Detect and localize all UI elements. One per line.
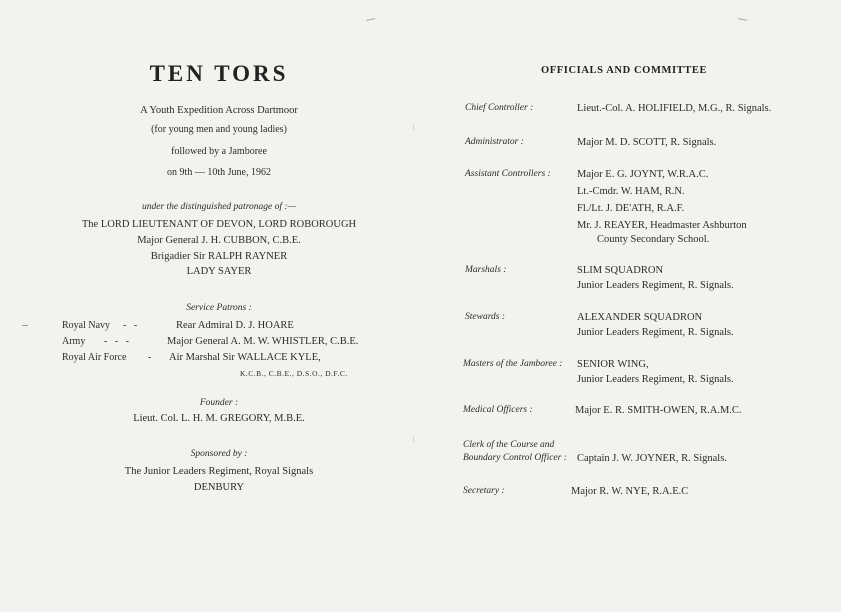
kyle-honours: K.C.B., C.B.E., D.S.O., D.F.C. [240, 369, 348, 378]
service-patron-navy: Rear Admiral D. J. HOARE [176, 320, 294, 331]
service-patron-army: Major General A. M. W. WHISTLER, C.B.E. [167, 336, 359, 347]
service-raf: Royal Air Force [62, 352, 127, 363]
official-name: ALEXANDER SQUADRON [577, 312, 703, 323]
patron-4: LADY SAYER [186, 266, 252, 277]
service-dashes: - - [123, 320, 138, 331]
subtitle-line-2: (for young men and young ladies) [151, 124, 287, 135]
sponsor-line-1: The Junior Leaders Regiment, Royal Signals [124, 466, 314, 477]
official-name: Major E. G. JOYNT, W.R.A.C. [577, 169, 709, 180]
role-secretary: Secretary : [463, 486, 505, 496]
fold-mark-top-right [738, 18, 747, 21]
subtitle-line-3: followed by a Jamboree [171, 146, 267, 157]
sponsor-line-2: DENBURY [193, 482, 245, 493]
official-name: County Secondary School. [597, 234, 710, 245]
officials-heading: OFFICIALS AND COMMITTEE [541, 65, 708, 76]
official-name: Mr. J. REAYER, Headmaster Ashburton [577, 220, 747, 231]
patronage-heading: under the distinguished patronage of :— [141, 202, 297, 212]
subtitle-line-4: on 9th — 10th June, 1962 [167, 167, 271, 178]
official-name: Major M. D. SCOTT, R. Signals. [577, 137, 717, 148]
role-clerk-of-course: Clerk of the Course and [463, 440, 555, 450]
sponsor-heading: Sponsored by : [190, 449, 248, 459]
official-name: Captain J. W. JOYNER, R. Signals. [577, 453, 727, 464]
official-name: Junior Leaders Regiment, R. Signals. [577, 374, 734, 385]
patron-3: Brigadier Sir RALPH RAYNER [150, 251, 288, 262]
service-patrons-heading: Service Patrons : [186, 303, 252, 313]
service-patron-raf: Air Marshal Sir WALLACE KYLE, [169, 352, 321, 363]
service-dashes: - [148, 352, 152, 363]
role-masters-of-jamboree: Masters of the Jamboree : [463, 359, 563, 369]
founder-heading: Founder : [199, 398, 239, 408]
role-administrator: Administrator : [465, 137, 524, 147]
role-marshals: Marshals : [465, 265, 507, 275]
service-army: Army [62, 336, 86, 347]
official-name: Major R. W. NYE, R.A.E.C [571, 486, 689, 497]
role-assistant-controllers: Assistant Controllers : [465, 169, 551, 179]
official-name: Junior Leaders Regiment, R. Signals. [577, 280, 734, 291]
official-name: Lieut.-Col. A. HOLIFIELD, M.G., R. Signals. [577, 103, 772, 114]
official-name: Junior Leaders Regiment, R. Signals. [577, 327, 734, 338]
official-name: Lt.-Cmdr. W. HAM, R.N. [577, 186, 685, 197]
punch-mark-left [22, 325, 28, 326]
role-medical-officers: Medical Officers : [463, 405, 533, 415]
founder-name: Lieut. Col. L. H. M. GREGORY, M.B.E. [133, 413, 305, 424]
fold-line-upper [413, 125, 414, 130]
fold-line-lower [413, 437, 414, 442]
page-title: TEN TORS [149, 61, 289, 86]
role-boundary-control-officer: Boundary Control Officer : [463, 453, 567, 463]
role-stewards: Stewards : [465, 312, 506, 322]
service-dashes: - - - [104, 336, 129, 347]
service-royal-navy: Royal Navy [62, 320, 111, 331]
official-name: SLIM SQUADRON [577, 265, 664, 276]
official-name: SENIOR WING, [577, 359, 649, 370]
subtitle-line-1: A Youth Expedition Across Dartmoor [140, 105, 298, 116]
patron-1: The LORD LIEUTENANT OF DEVON, LORD ROBOROUGH [81, 219, 357, 230]
official-name: Fl./Lt. J. DE'ATH, R.A.F. [577, 203, 685, 214]
fold-mark-top [366, 18, 375, 21]
official-name: Major E. R. SMITH-OWEN, R.A.M.C. [575, 405, 742, 416]
patron-2: Major General J. H. CUBBON, C.B.E. [137, 235, 301, 246]
role-chief-controller: Chief Controller : [465, 103, 534, 113]
